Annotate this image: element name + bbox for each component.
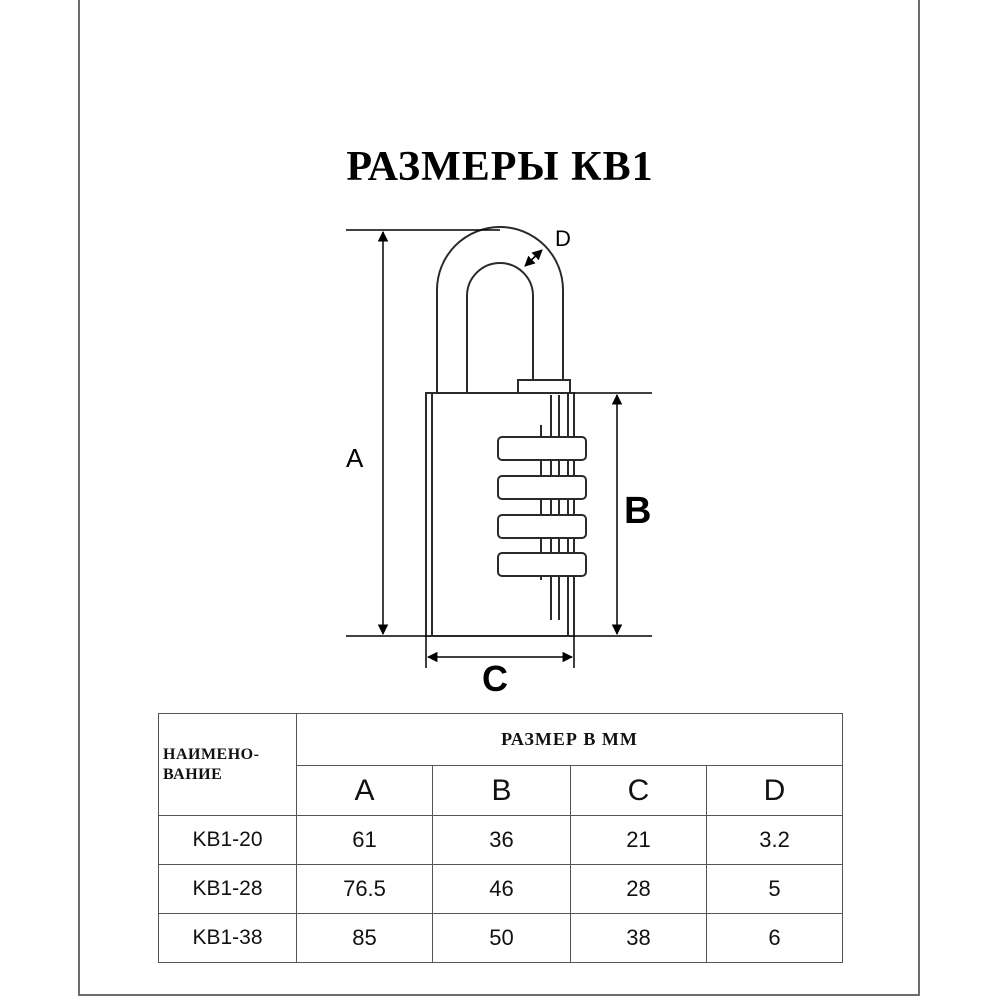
dial-3 bbox=[498, 515, 586, 538]
value-cell-c: 28 bbox=[571, 865, 707, 914]
dimension-label-a: A bbox=[346, 443, 364, 473]
value-cell-d: 3.2 bbox=[707, 816, 843, 865]
value-cell-a: 61 bbox=[297, 816, 433, 865]
value-cell-c: 21 bbox=[571, 816, 707, 865]
dimension-label-c: C bbox=[482, 658, 508, 699]
value-cell-d: 6 bbox=[707, 914, 843, 963]
dial-4 bbox=[498, 553, 586, 576]
model-cell: KB1-20 bbox=[159, 816, 297, 865]
column-header-a: A bbox=[297, 766, 433, 816]
shackle-collar bbox=[518, 380, 570, 393]
dimension-label-b: B bbox=[624, 490, 652, 532]
table-row bbox=[159, 914, 843, 963]
value-cell-a: 85 bbox=[297, 914, 433, 963]
value-cell-b: 36 bbox=[433, 816, 571, 865]
name-header-line-2: ВАНИЕ bbox=[163, 765, 223, 783]
model-cell: KB1-28 bbox=[159, 865, 297, 914]
dial-2 bbox=[498, 476, 586, 499]
dimension-d bbox=[525, 250, 542, 266]
dimension-label-d: D bbox=[555, 226, 571, 251]
size-group-header: РАЗМЕР В ММ bbox=[297, 714, 843, 766]
table-row bbox=[159, 865, 843, 914]
value-cell-d: 5 bbox=[707, 865, 843, 914]
value-cell-b: 50 bbox=[433, 914, 571, 963]
value-cell-a: 76.5 bbox=[297, 865, 433, 914]
column-header-c: C bbox=[571, 766, 707, 816]
table-row bbox=[159, 816, 843, 865]
sizes-table bbox=[158, 713, 843, 963]
page-title: РАЗМЕРЫ КВ1 bbox=[346, 144, 654, 190]
column-header-b: B bbox=[433, 766, 571, 816]
name-header bbox=[159, 714, 297, 816]
value-cell-c: 38 bbox=[571, 914, 707, 963]
model-cell: KB1-38 bbox=[159, 914, 297, 963]
padlock-shackle bbox=[437, 227, 563, 393]
name-header-line-1: НАИМЕНО- bbox=[163, 745, 260, 763]
column-header-d: D bbox=[707, 766, 843, 816]
dial-1 bbox=[498, 437, 586, 460]
value-cell-b: 46 bbox=[433, 865, 571, 914]
